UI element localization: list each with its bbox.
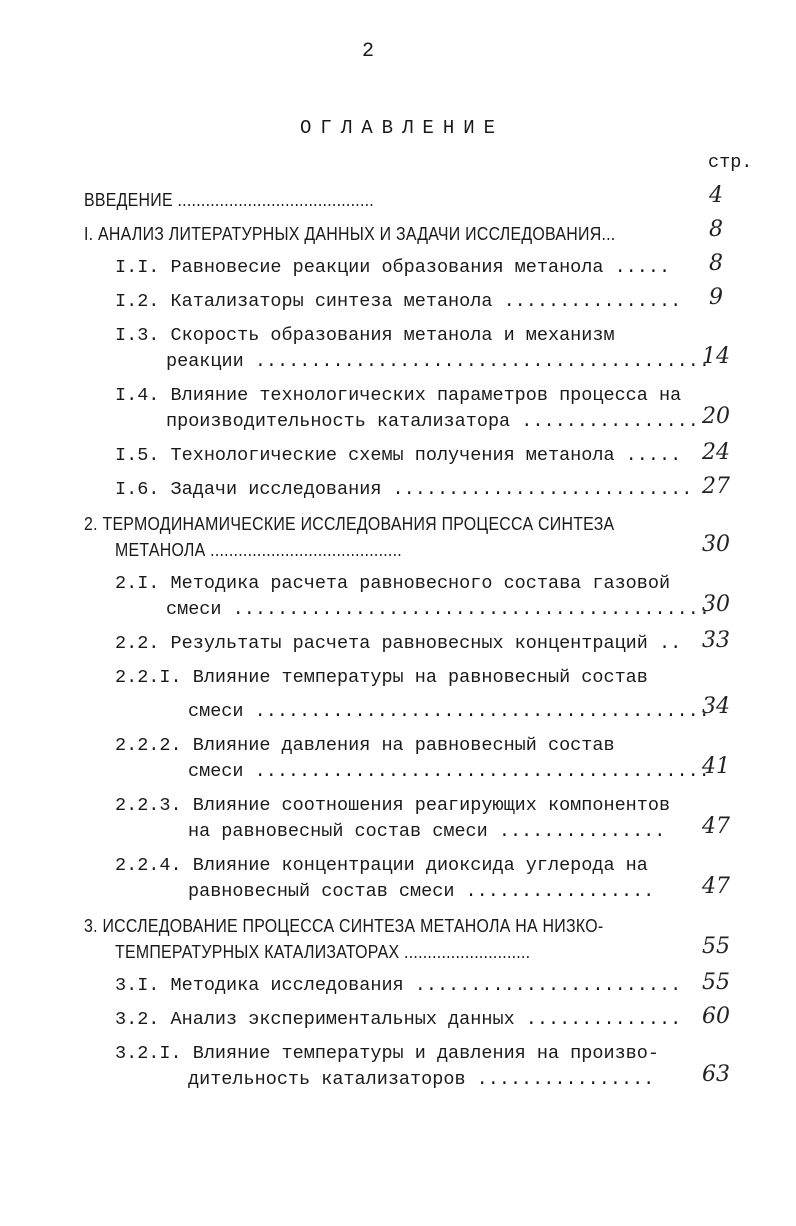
toc-entry-page: 33 (702, 628, 730, 653)
toc-entry-text: I.6. Задачи исследования ........................... (115, 479, 693, 500)
toc-entry-text: 2.2.4. Влияние концентрации диоксида углерода на (115, 855, 648, 876)
toc-entry-page: 9 (709, 285, 723, 310)
toc-entry-page: 47 (702, 874, 730, 899)
toc-entry-text: 3.2.I. Влияние температуры и давления на произво- (115, 1043, 659, 1064)
toc-entry-text: 2.2. Результаты расчета равновесных концентраций .. (115, 633, 682, 654)
toc-entry-page: 4 (709, 183, 723, 208)
toc-entry-text: смеси ......................................... (188, 701, 710, 722)
toc-entry-text: дительность катализаторов ................ (188, 1069, 655, 1090)
toc-entry-text: 3. ИССЛЕДОВАНИЕ ПРОЦЕССА СИНТЕЗА МЕТАНОЛА НА НИЗКО- (84, 915, 604, 936)
toc-entry-text: МЕТАНОЛА ......................................... (115, 539, 402, 560)
toc-entry-text: I.2. Катализаторы синтеза метанола ................ (115, 291, 682, 312)
toc-entry-text: реакции ......................................... (166, 351, 710, 372)
toc-entry-text: 2.2.I. Влияние температуры на равновесный состав (115, 667, 648, 688)
toc-entry-text: ВВЕДЕНИЕ .......................................... (84, 189, 374, 210)
toc-entry-text: I.5. Технологические схемы получения метанола ..... (115, 445, 682, 466)
toc-entry-page: 24 (702, 440, 730, 465)
toc-entry-text: I.3. Скорость образования метанола и механизм (115, 325, 615, 346)
toc-entry-page: 8 (709, 217, 723, 242)
toc-entry-text: смеси ......................................... (188, 761, 710, 782)
toc-entry-text: 2.2.3. Влияние соотношения реагирующих компонентов (115, 795, 671, 816)
toc-entry-page: 30 (702, 592, 730, 617)
page-number: 2 (362, 40, 375, 63)
page-column-label: стр. (708, 152, 753, 173)
toc-entry-text: на равновесный состав смеси ............... (188, 821, 666, 842)
toc-entry-page: 14 (702, 344, 730, 369)
toc-entry-page: 27 (702, 474, 730, 499)
toc-entry-text: 2. ТЕРМОДИНАМИЧЕСКИЕ ИССЛЕДОВАНИЯ ПРОЦЕССА СИНТЕЗА (84, 513, 615, 534)
toc-entry-text: равновесный состав смеси ................. (188, 881, 655, 902)
toc-entry-text: I.I. Равновесие реакции образования метанола ..... (115, 257, 671, 278)
toc-entry-text: смеси ........................................... (166, 599, 710, 620)
toc-entry-text: ТЕМПЕРАТУРНЫХ КАТАЛИЗАТОРАХ ........................... (115, 941, 531, 962)
toc-entry-page: 47 (702, 814, 730, 839)
toc-entry-text: 2.I. Методика расчета равновесного состава газовой (115, 573, 671, 594)
page-title: ОГЛАВЛЕНИЕ (300, 117, 505, 139)
toc-entry-text: производительность катализатора ................ (166, 411, 699, 432)
toc-entry-page: 60 (702, 1004, 730, 1029)
toc-entry-page: 55 (702, 970, 730, 995)
toc-entry-text: 3.I. Методика исследования ........................ (115, 975, 682, 996)
toc-entry-page: 55 (702, 934, 730, 959)
toc-entry-text: 3.2. Анализ экспериментальных данных .............. (115, 1009, 682, 1030)
toc-entry-page: 8 (709, 251, 723, 276)
toc-entry-text: 2.2.2. Влияние давления на равновесный состав (115, 735, 615, 756)
toc-entry-page: 41 (702, 754, 730, 779)
toc-entry-page: 63 (702, 1062, 730, 1087)
toc-entry-page: 34 (702, 694, 730, 719)
toc-entry-page: 20 (702, 404, 730, 429)
toc-entry-text: I.4. Влияние технологических параметров процесса на (115, 385, 682, 406)
toc-entry-text: I. АНАЛИЗ ЛИТЕРАТУРНЫХ ДАННЫХ И ЗАДАЧИ ИССЛЕДОВАНИЯ... (84, 223, 616, 244)
toc-entry-page: 30 (702, 532, 730, 557)
